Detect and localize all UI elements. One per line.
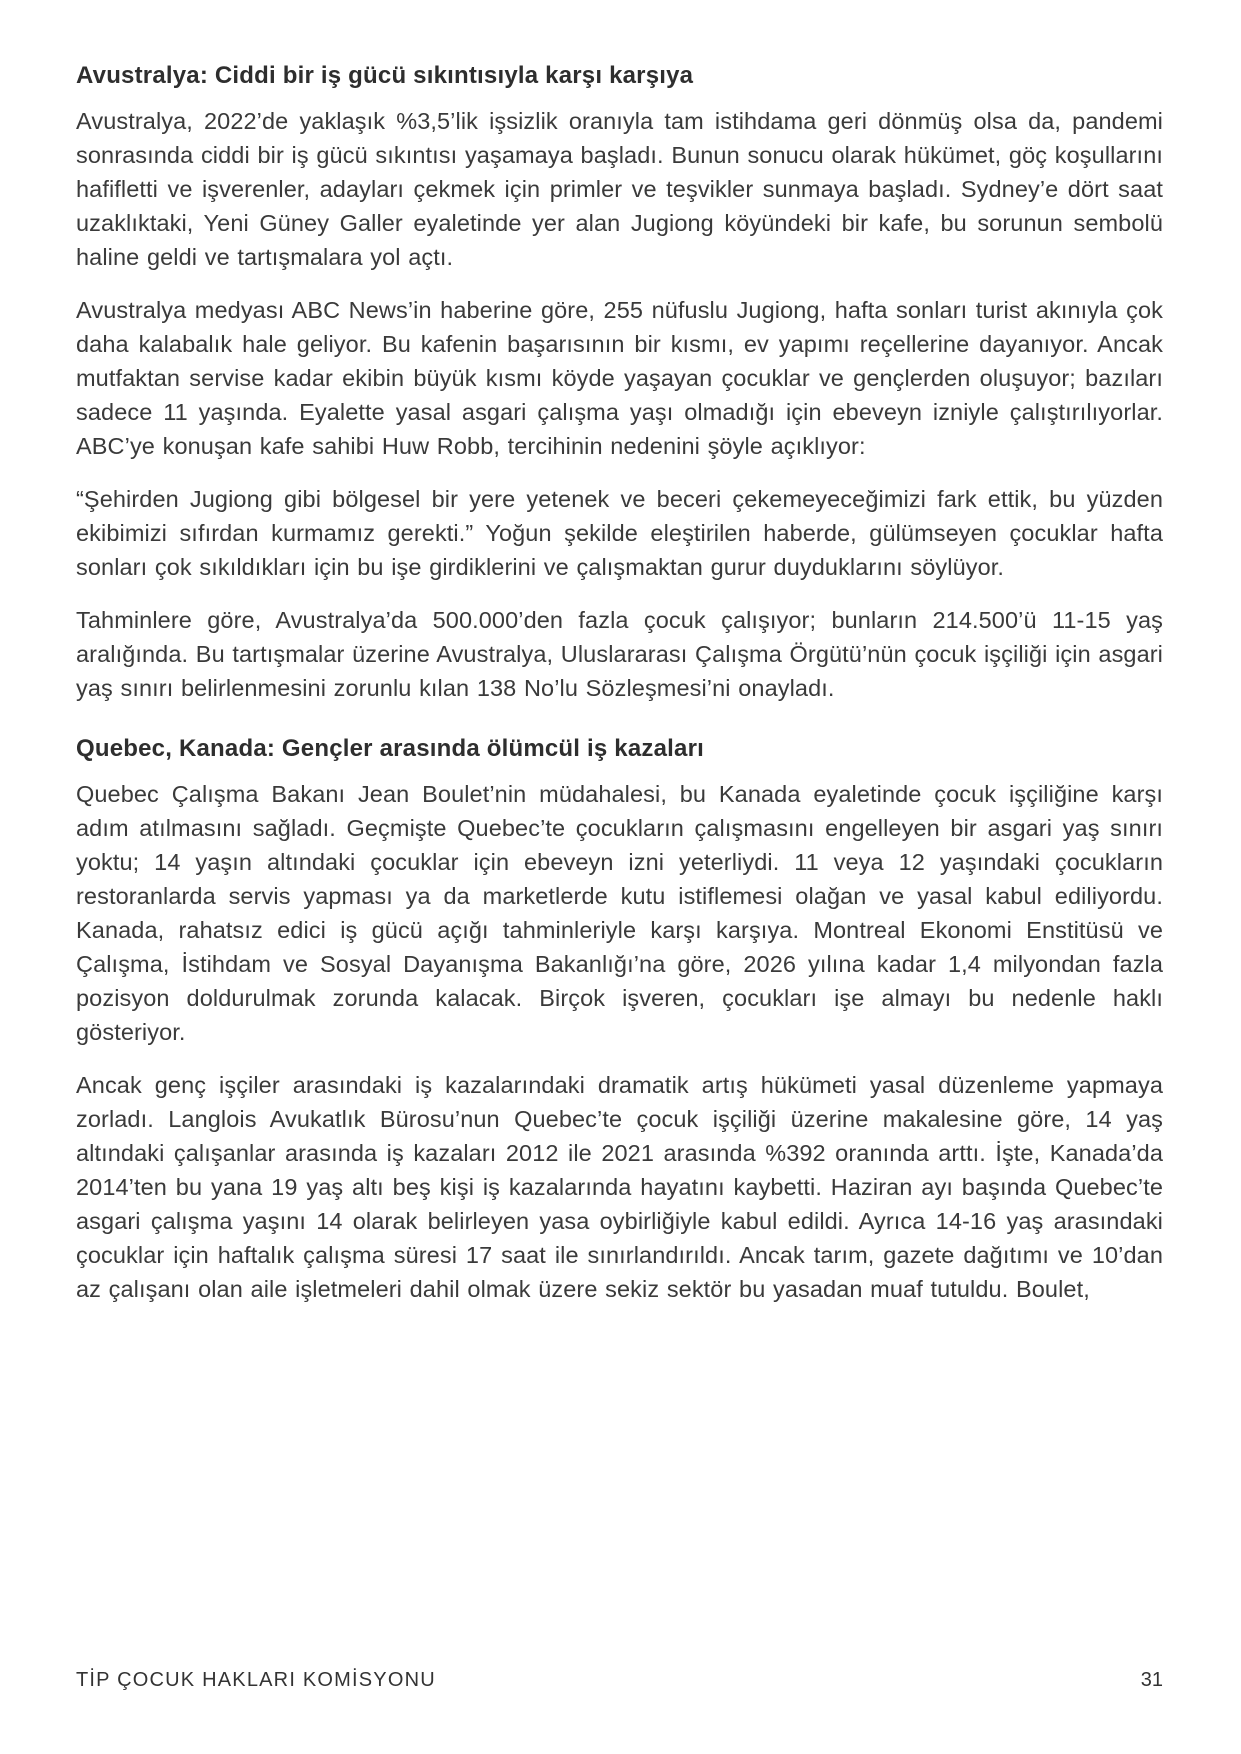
- paragraph-australia-2: Avustralya medyası ABC News’in haberine göre, 255 nüfuslu Jugiong, hafta sonları turist akınıyla çok daha kalabalık hale geliyor. Bu kafenin başarısının bir kısmı, ev yapımı reçellerine dayanıyor. Ancak mutfaktan servise kadar ekibin büyük kısmı köyde yaşayan çocuklar ve gençlerden oluşuyor; bazıları sadece 11 yaşında. Eyalette yasal asgari çalışma yaşı olmadığı için ebeveyn izniyle çalıştırılıyorlar. ABC’ye konuşan kafe sahibi Huw Robb, tercihinin nedenini şöyle açıklıyor:: [76, 297, 1163, 459]
- paragraph-quebec-2: Ancak genç işçiler arasındaki iş kazalarındaki dramatik artış hükümeti yasal düzenleme yapmaya zorladı. Langlois Avukatlık Bürosu’nun Quebec’te çocuk işçiliği üzerine makalesine göre, 14 yaş altındaki çalışanlar arasında iş kazaları 2012 ile 2021 arasında %392 oranında arttı. İşte, Kanada’da 2014’ten bu yana 19 yaş altı beş kişi iş kazalarında hayatını kaybetti. Haziran ayı başında Quebec’te asgari çalışma yaşını 14 olarak belirleyen yasa oybirliğiyle kabul edildi. Ayrıca 14-16 yaş arasındaki çocuklar için haftalık çalışma süresi 17 saat ile sınırlandırıldı. Ancak tarım, gazete dağıtımı ve 10’dan az çalışanı olan aile işletmeleri dahil olmak üzere sekiz sektör bu yasadan muaf tutuldu. Boulet,: [76, 1072, 1163, 1302]
- document-content: [76, 62, 1163, 1649]
- footer-commission-title: TİP ÇOCUK HAKLARI KOMİSYONU: [76, 1669, 436, 1691]
- page-footer: [76, 1649, 1163, 1706]
- section-heading-quebec: Quebec, Kanada: Gençler arasında ölümcül iş kazaları: [76, 735, 704, 762]
- paragraph-quebec-1: Quebec Çalışma Bakanı Jean Boulet’nin müdahalesi, bu Kanada eyaletinde çocuk işçiliğine karşı adım atılmasını sağladı. Geçmişte Quebec’te çocukların çalışmasını engelleyen bir asgari yaş sınırı yoktu; 14 yaşın altındaki çocuklar için ebeveyn izni yeterliydi. 11 veya 12 yaşındaki çocukların restoranlarda servis yapması ya da marketlerde kutu istiflemesi olağan ve yasal kabul ediliyordu. Kanada, rahatsız edici iş gücü açığı tahminleriyle karşı karşıya. Montreal Ekonomi Enstitüsü ve Çalışma, İstihdam ve Sosyal Dayanışma Bakanlığı’na göre, 2026 yılına kadar 1,4 milyondan fazla pozisyon doldurulmak zorunda kalacak. Birçok işveren, çocukları işe almayı bu nedenle haklı gösteriyor.: [76, 781, 1163, 1045]
- paragraph-australia-3: “Şehirden Jugiong gibi bölgesel bir yere yetenek ve beceri çekemeyeceğimizi fark ettik, bu yüzden ekibimizi sıfırdan kurmamız gerekti.” Yoğun şekilde eleştirilen haberde, gülümseyen çocuklar hafta sonları çok sıkıldıkları için bu işe girdiklerini ve çalışmaktan gurur duyduklarını söylüyor.: [76, 486, 1163, 580]
- paragraph-australia-1: Avustralya, 2022’de yaklaşık %3,5’lik işsizlik oranıyla tam istihdama geri dönmüş olsa da, pandemi sonrasında ciddi bir iş gücü sıkıntısı yaşamaya başladı. Bunun sonucu olarak hükümet, göç koşullarını hafifletti ve işverenler, adayları çekmek için primler ve teşvikler sunmaya başladı. Sydney’e dört saat uzaklıktaki, Yeni Güney Galler eyaletinde yer alan Jugiong köyündeki bir kafe, bu sorunun sembolü haline geldi ve tartışmalara yol açtı.: [76, 108, 1163, 270]
- paragraph-australia-4: Tahminlere göre, Avustralya’da 500.000’den fazla çocuk çalışıyor; bunların 214.500’ü 11-15 yaş aralığında. Bu tartışmalar üzerine Avustralya, Uluslararası Çalışma Örgütü’nün çocuk işçiliği için asgari yaş sınırı belirlenmesini zorunlu kılan 138 No’lu Sözleşmesi’ni onayladı.: [76, 607, 1163, 701]
- page-number: 31: [1140, 1669, 1163, 1691]
- section-heading-australia: Avustralya: Ciddi bir iş gücü sıkıntısıyla karşı karşıya: [76, 62, 694, 89]
